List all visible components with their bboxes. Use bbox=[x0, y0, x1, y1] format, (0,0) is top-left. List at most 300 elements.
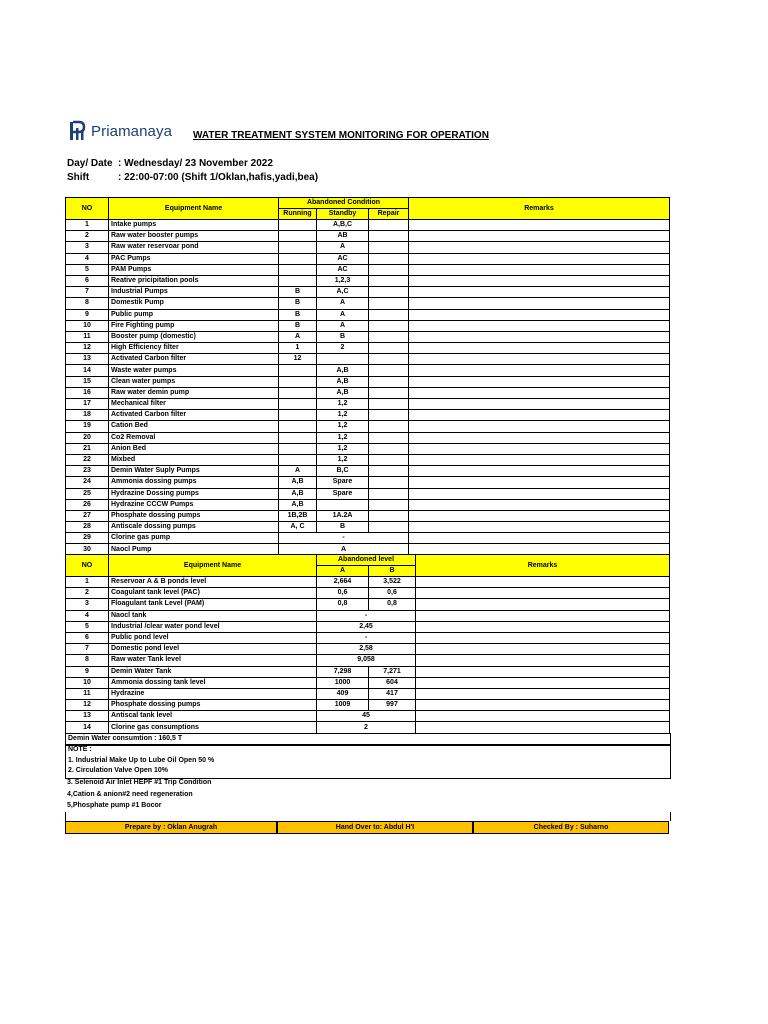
level-row bbox=[66, 655, 670, 666]
repair-value bbox=[369, 264, 409, 275]
level-row-no: 5 bbox=[66, 621, 109, 632]
level-remarks bbox=[416, 577, 670, 588]
equipment-condition-table bbox=[65, 197, 670, 556]
row-no: 13 bbox=[66, 354, 109, 365]
level-a-value: 0,6 bbox=[317, 588, 369, 599]
running-value bbox=[279, 432, 317, 443]
row-no: 9 bbox=[66, 309, 109, 320]
equipment-name: Ammonia dossing pumps bbox=[109, 477, 279, 488]
level-b-value: 997 bbox=[369, 700, 416, 711]
row-no: 4 bbox=[66, 253, 109, 264]
row-no: 2 bbox=[66, 231, 109, 242]
standby-value: Spare bbox=[317, 488, 369, 499]
running-value bbox=[279, 410, 317, 421]
demin-consumption-text: Demin Water consumtion : 160,5 T bbox=[68, 735, 183, 742]
standby-value: 1,2 bbox=[317, 421, 369, 432]
document-title: WATER TREATMENT SYSTEM MONITORING FOR OPERATION bbox=[193, 130, 489, 141]
level-remarks bbox=[416, 610, 670, 621]
row-no: 7 bbox=[66, 287, 109, 298]
level-row-no: 9 bbox=[66, 666, 109, 677]
equipment-row bbox=[66, 432, 670, 443]
row-no: 6 bbox=[66, 275, 109, 286]
level-remarks bbox=[416, 666, 670, 677]
row-no: 5 bbox=[66, 264, 109, 275]
running-value: B bbox=[279, 287, 317, 298]
standby-value: AB bbox=[317, 231, 369, 242]
col-header-equipment: Equipment Name bbox=[109, 198, 279, 220]
level-col-header-b: B bbox=[369, 566, 416, 577]
repair-value bbox=[369, 320, 409, 331]
equipment-name: Activated Carbon filter bbox=[109, 354, 279, 365]
equipment-name: Reative pricipitation pools bbox=[109, 275, 279, 286]
running-value: A, C bbox=[279, 522, 317, 533]
repair-value bbox=[369, 354, 409, 365]
running-value: A bbox=[279, 466, 317, 477]
level-b-value: 0,8 bbox=[369, 599, 416, 610]
equipment-row bbox=[66, 533, 670, 544]
remarks-value bbox=[409, 287, 670, 298]
repair-value bbox=[369, 399, 409, 410]
level-row bbox=[66, 722, 670, 733]
equipment-row bbox=[66, 454, 670, 465]
repair-value bbox=[369, 287, 409, 298]
level-merged-value: 9,058 bbox=[317, 655, 416, 666]
running-value bbox=[279, 253, 317, 264]
repair-value bbox=[369, 454, 409, 465]
equipment-row bbox=[66, 275, 670, 286]
running-value bbox=[279, 454, 317, 465]
standby-value: A,B bbox=[317, 387, 369, 398]
equipment-name: Cation Bed bbox=[109, 421, 279, 432]
standby-value: B,C bbox=[317, 466, 369, 477]
equipment-name: Mechanical filter bbox=[109, 399, 279, 410]
level-a-value: 1000 bbox=[317, 677, 369, 688]
remarks-value bbox=[409, 410, 670, 421]
row-no: 29 bbox=[66, 533, 109, 544]
standby-value: A,B,C bbox=[317, 220, 369, 231]
repair-value bbox=[369, 510, 409, 521]
equipment-name: Raw water demin pump bbox=[109, 387, 279, 398]
level-b-value: 3,522 bbox=[369, 577, 416, 588]
equipment-row bbox=[66, 231, 670, 242]
row-no: 22 bbox=[66, 454, 109, 465]
level-remarks bbox=[416, 632, 670, 643]
level-merged-value: 2,45 bbox=[317, 621, 416, 632]
equipment-name: Domestik Pump bbox=[109, 298, 279, 309]
equipment-name: PAC Pumps bbox=[109, 253, 279, 264]
equipment-row bbox=[66, 376, 670, 387]
remarks-value bbox=[409, 376, 670, 387]
row-no: 19 bbox=[66, 421, 109, 432]
equipment-row bbox=[66, 242, 670, 253]
running-value: 1 bbox=[279, 343, 317, 354]
equipment-row bbox=[66, 399, 670, 410]
running-value bbox=[279, 421, 317, 432]
equipment-row bbox=[66, 365, 670, 376]
shift-value: : 22:00-07:00 (Shift 1/Oklan,hafis,yadi,bea) bbox=[118, 172, 319, 183]
level-equipment-name: Industrial /clear water pond level bbox=[109, 621, 317, 632]
row-no: 14 bbox=[66, 365, 109, 376]
remarks-value bbox=[409, 533, 670, 544]
running-value bbox=[279, 387, 317, 398]
running-value: A,B bbox=[279, 477, 317, 488]
running-value bbox=[279, 242, 317, 253]
equipment-name: Antiscale dossing pumps bbox=[109, 522, 279, 533]
standby-value: A bbox=[317, 242, 369, 253]
shift-line bbox=[67, 172, 318, 183]
repair-value bbox=[369, 466, 409, 477]
level-row bbox=[66, 711, 670, 722]
repair-value bbox=[369, 309, 409, 320]
standby-value: AC bbox=[317, 264, 369, 275]
repair-value bbox=[369, 242, 409, 253]
equipment-row bbox=[66, 320, 670, 331]
level-equipment-name: Coagulant tank level (PAC) bbox=[109, 588, 317, 599]
level-b-value: 417 bbox=[369, 688, 416, 699]
standby-value bbox=[317, 354, 369, 365]
level-b-value: 7,271 bbox=[369, 666, 416, 677]
remarks-value bbox=[409, 354, 670, 365]
remarks-value bbox=[409, 399, 670, 410]
level-row bbox=[66, 632, 670, 643]
level-col-header-a: A bbox=[317, 566, 369, 577]
remarks-value bbox=[409, 387, 670, 398]
condition-merged: A bbox=[279, 544, 409, 555]
level-row bbox=[66, 599, 670, 610]
repair-value bbox=[369, 522, 409, 533]
remarks-value bbox=[409, 466, 670, 477]
remarks-value bbox=[409, 320, 670, 331]
level-row bbox=[66, 588, 670, 599]
level-merged-value: 2 bbox=[317, 722, 416, 733]
abandoned-level-table bbox=[65, 554, 670, 734]
level-row-no: 7 bbox=[66, 644, 109, 655]
level-row-no: 2 bbox=[66, 588, 109, 599]
standby-value: 1,2 bbox=[317, 399, 369, 410]
repair-value bbox=[369, 253, 409, 264]
signature-footer bbox=[65, 821, 669, 834]
standby-value: Spare bbox=[317, 477, 369, 488]
level-a-value: 1009 bbox=[317, 700, 369, 711]
running-value: A,B bbox=[279, 499, 317, 510]
repair-value bbox=[369, 331, 409, 342]
standby-value: 1,2 bbox=[317, 443, 369, 454]
level-row-no: 1 bbox=[66, 577, 109, 588]
repair-value bbox=[369, 499, 409, 510]
standby-value: A,B bbox=[317, 365, 369, 376]
level-row-no: 6 bbox=[66, 632, 109, 643]
standby-value: 1,2 bbox=[317, 432, 369, 443]
note-line: 1. Industrial Make Up to Lube Oil Open 50 % bbox=[68, 756, 215, 764]
remarks-value bbox=[409, 309, 670, 320]
equipment-name: Industrial Pumps bbox=[109, 287, 279, 298]
running-value: B bbox=[279, 298, 317, 309]
equipment-row bbox=[66, 343, 670, 354]
equipment-row bbox=[66, 477, 670, 488]
level-b-value: 0,6 bbox=[369, 588, 416, 599]
col-header-running: Running bbox=[279, 209, 317, 220]
col-header-abandoned-condition: Abandoned Condition bbox=[279, 198, 409, 209]
repair-value bbox=[369, 365, 409, 376]
standby-value: A bbox=[317, 298, 369, 309]
level-remarks bbox=[416, 644, 670, 655]
level-equipment-name: Floagulant tank Level (PAM) bbox=[109, 599, 317, 610]
equipment-name: Anion Bed bbox=[109, 443, 279, 454]
level-equipment-name: Hydrazine bbox=[109, 688, 317, 699]
equipment-name: Clean water pumps bbox=[109, 376, 279, 387]
equipment-row bbox=[66, 410, 670, 421]
level-row bbox=[66, 644, 670, 655]
equipment-row bbox=[66, 220, 670, 231]
equipment-name: High Efficiency filter bbox=[109, 343, 279, 354]
remarks-value bbox=[409, 242, 670, 253]
running-value: 12 bbox=[279, 354, 317, 365]
row-no: 23 bbox=[66, 466, 109, 477]
level-remarks bbox=[416, 588, 670, 599]
standby-value: 2 bbox=[317, 343, 369, 354]
standby-value: AC bbox=[317, 253, 369, 264]
equipment-row bbox=[66, 309, 670, 320]
prepared-by: Prepare by : Oklan Anugrah bbox=[65, 821, 277, 834]
remarks-value bbox=[409, 331, 670, 342]
equipment-name: Booster pump (domestic) bbox=[109, 331, 279, 342]
equipment-row bbox=[66, 287, 670, 298]
repair-value bbox=[369, 231, 409, 242]
remarks-value bbox=[409, 432, 670, 443]
row-no: 24 bbox=[66, 477, 109, 488]
footer-spacer bbox=[65, 812, 671, 821]
row-no: 10 bbox=[66, 320, 109, 331]
remarks-value bbox=[409, 264, 670, 275]
remarks-value bbox=[409, 343, 670, 354]
row-no: 17 bbox=[66, 399, 109, 410]
repair-value bbox=[369, 410, 409, 421]
equipment-row bbox=[66, 488, 670, 499]
row-no: 15 bbox=[66, 376, 109, 387]
running-value bbox=[279, 365, 317, 376]
row-no: 21 bbox=[66, 443, 109, 454]
day-date-label: Day/ Date bbox=[67, 158, 113, 169]
repair-value bbox=[369, 387, 409, 398]
row-no: 26 bbox=[66, 499, 109, 510]
priamanaya-logo-icon bbox=[69, 120, 87, 142]
level-row-no: 8 bbox=[66, 655, 109, 666]
level-equipment-name: Domestic pond level bbox=[109, 644, 317, 655]
day-date-value: : Wednesday/ 23 November 2022 bbox=[118, 158, 273, 169]
level-merged-value: - bbox=[317, 610, 416, 621]
level-equipment-name: Naocl tank bbox=[109, 610, 317, 621]
level-equipment-name: Clorine gas consumptions bbox=[109, 722, 317, 733]
company-name: Priamanaya bbox=[91, 122, 173, 140]
equipment-row bbox=[66, 264, 670, 275]
col-header-no: NO bbox=[66, 198, 109, 220]
col-header-repair: Repair bbox=[369, 209, 409, 220]
repair-value bbox=[369, 343, 409, 354]
level-row bbox=[66, 610, 670, 621]
level-row bbox=[66, 700, 670, 711]
col-header-remarks: Remarks bbox=[409, 198, 670, 220]
equipment-name: Raw water booster pumps bbox=[109, 231, 279, 242]
notes-box bbox=[65, 744, 671, 779]
level-remarks bbox=[416, 711, 670, 722]
repair-value bbox=[369, 421, 409, 432]
level-remarks bbox=[416, 700, 670, 711]
equipment-name: Hydrazine Dossing pumps bbox=[109, 488, 279, 499]
level-col-header-abandoned-level: Abandoned level bbox=[317, 555, 416, 566]
running-value bbox=[279, 264, 317, 275]
level-remarks bbox=[416, 688, 670, 699]
equipment-name: Co2 Removal bbox=[109, 432, 279, 443]
condition-merged: - bbox=[279, 533, 409, 544]
level-merged-value: - bbox=[317, 632, 416, 643]
running-value: B bbox=[279, 309, 317, 320]
repair-value bbox=[369, 275, 409, 286]
row-no: 20 bbox=[66, 432, 109, 443]
repair-value bbox=[369, 488, 409, 499]
repair-value bbox=[369, 298, 409, 309]
remarks-value bbox=[409, 488, 670, 499]
standby-value: B bbox=[317, 522, 369, 533]
standby-value: 1A.2A bbox=[317, 510, 369, 521]
equipment-row bbox=[66, 466, 670, 477]
remarks-value bbox=[409, 454, 670, 465]
level-row bbox=[66, 688, 670, 699]
standby-value: 1,2 bbox=[317, 410, 369, 421]
equipment-row bbox=[66, 499, 670, 510]
level-a-value: 0,8 bbox=[317, 599, 369, 610]
level-row-no: 11 bbox=[66, 688, 109, 699]
level-equipment-name: Ammonia dossing tank level bbox=[109, 677, 317, 688]
level-row-no: 13 bbox=[66, 711, 109, 722]
equipment-name: PAM Pumps bbox=[109, 264, 279, 275]
running-value bbox=[279, 399, 317, 410]
standby-value: A,C bbox=[317, 287, 369, 298]
checked-by: Checked By : Suharno bbox=[473, 821, 669, 834]
repair-value bbox=[369, 432, 409, 443]
handover-to: Hand Over to: Abdul H'I bbox=[277, 821, 473, 834]
remarks-value bbox=[409, 253, 670, 264]
remarks-value bbox=[409, 443, 670, 454]
equipment-row bbox=[66, 354, 670, 365]
remarks-value bbox=[409, 365, 670, 376]
company-logo bbox=[69, 120, 172, 142]
level-remarks bbox=[416, 722, 670, 733]
note-line: 2. Circulation Valve Open 10% bbox=[68, 767, 168, 774]
equipment-name: Intake pumps bbox=[109, 220, 279, 231]
level-equipment-name: Phosphate dossing pumps bbox=[109, 700, 317, 711]
note-line: NOTE : bbox=[68, 746, 92, 753]
level-merged-value: 45 bbox=[317, 711, 416, 722]
equipment-name: Waste water pumps bbox=[109, 365, 279, 376]
running-value: B bbox=[279, 320, 317, 331]
level-equipment-name: Antiscal tank level bbox=[109, 711, 317, 722]
level-a-value: 2,664 bbox=[317, 577, 369, 588]
equipment-name: Clorine gas pump bbox=[109, 533, 279, 544]
equipment-row bbox=[66, 253, 670, 264]
repair-value bbox=[369, 477, 409, 488]
level-equipment-name: Raw water Tank level bbox=[109, 655, 317, 666]
equipment-name: Fire Fighting pump bbox=[109, 320, 279, 331]
level-remarks bbox=[416, 677, 670, 688]
level-equipment-name: Demin Water Tank bbox=[109, 666, 317, 677]
level-remarks bbox=[416, 655, 670, 666]
running-value bbox=[279, 443, 317, 454]
row-no: 28 bbox=[66, 522, 109, 533]
equipment-row bbox=[66, 522, 670, 533]
equipment-name: Public pump bbox=[109, 309, 279, 320]
remarks-value bbox=[409, 499, 670, 510]
row-no: 11 bbox=[66, 331, 109, 342]
level-row bbox=[66, 677, 670, 688]
level-row-no: 4 bbox=[66, 610, 109, 621]
level-b-value: 604 bbox=[369, 677, 416, 688]
equipment-row bbox=[66, 421, 670, 432]
level-col-header-equipment: Equipment Name bbox=[109, 555, 317, 577]
note-line: 3. Selenoid Air Inlet HEPF #1 Trip Condition bbox=[67, 779, 212, 786]
note-line: 5,Phosphate pump #1 Bocor bbox=[67, 802, 162, 809]
remarks-value bbox=[409, 477, 670, 488]
shift-label: Shift bbox=[67, 172, 90, 183]
level-merged-value: 2,58 bbox=[317, 644, 416, 655]
equipment-name: Naocl Pump bbox=[109, 544, 279, 555]
row-no: 18 bbox=[66, 410, 109, 421]
level-row bbox=[66, 621, 670, 632]
standby-value: A bbox=[317, 309, 369, 320]
level-row bbox=[66, 666, 670, 677]
row-no: 27 bbox=[66, 510, 109, 521]
remarks-value bbox=[409, 298, 670, 309]
repair-value bbox=[369, 220, 409, 231]
level-a-value: 7,298 bbox=[317, 666, 369, 677]
equipment-row bbox=[66, 510, 670, 521]
running-value bbox=[279, 275, 317, 286]
remarks-value bbox=[409, 275, 670, 286]
remarks-value bbox=[409, 421, 670, 432]
remarks-value bbox=[409, 522, 670, 533]
standby-value: A,B bbox=[317, 376, 369, 387]
level-row bbox=[66, 577, 670, 588]
running-value: A,B bbox=[279, 488, 317, 499]
remarks-value bbox=[409, 510, 670, 521]
standby-value: 1,2,3 bbox=[317, 275, 369, 286]
standby-value bbox=[317, 499, 369, 510]
equipment-name: Phosphate dossing pumps bbox=[109, 510, 279, 521]
level-remarks bbox=[416, 599, 670, 610]
running-value bbox=[279, 220, 317, 231]
equipment-name: Demin Water Suply Pumps bbox=[109, 466, 279, 477]
level-row-no: 12 bbox=[66, 700, 109, 711]
row-no: 16 bbox=[66, 387, 109, 398]
col-header-standby: Standby bbox=[317, 209, 369, 220]
level-row-no: 10 bbox=[66, 677, 109, 688]
equipment-name: Activated Carbon filter bbox=[109, 410, 279, 421]
level-col-header-remarks: Remarks bbox=[416, 555, 670, 577]
repair-value bbox=[369, 443, 409, 454]
row-no: 3 bbox=[66, 242, 109, 253]
level-equipment-name: Reservoar A & B ponds level bbox=[109, 577, 317, 588]
running-value: A bbox=[279, 331, 317, 342]
level-row-no: 14 bbox=[66, 722, 109, 733]
equipment-name: Hydrazine CCCW Pumps bbox=[109, 499, 279, 510]
standby-value: 1,2 bbox=[317, 454, 369, 465]
running-value bbox=[279, 376, 317, 387]
row-no: 25 bbox=[66, 488, 109, 499]
row-no: 8 bbox=[66, 298, 109, 309]
row-no: 1 bbox=[66, 220, 109, 231]
notes-continued bbox=[65, 777, 669, 812]
level-col-header-no: NO bbox=[66, 555, 109, 577]
equipment-name: Raw water reservoar pond bbox=[109, 242, 279, 253]
